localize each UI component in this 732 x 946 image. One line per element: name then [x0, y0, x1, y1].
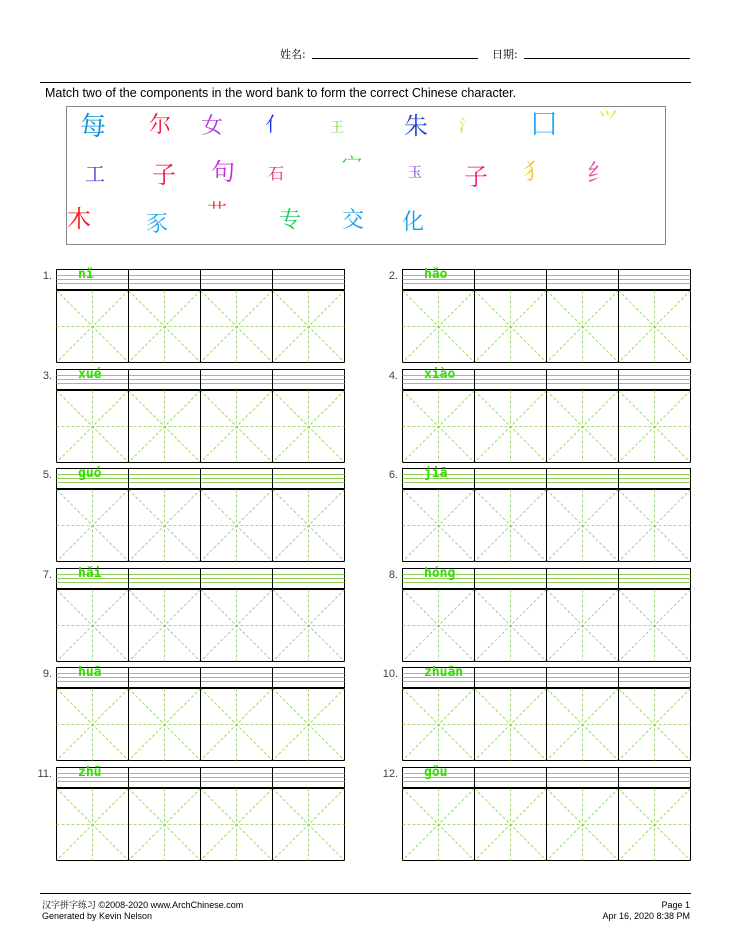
- word-bank-character: 子: [152, 161, 176, 189]
- writing-grid[interactable]: [56, 767, 345, 861]
- word-bank-character: 每: [79, 112, 107, 142]
- word-bank-character: 木: [67, 205, 91, 233]
- word-bank-character: 专: [278, 208, 302, 233]
- exercise-number: 7.: [42, 568, 52, 581]
- footer-page: Page 1: [661, 900, 690, 910]
- pinyin-label: gǒu: [424, 765, 448, 780]
- writing-grid-lines: [402, 366, 691, 463]
- writing-grid-lines: [56, 565, 345, 662]
- word-bank-character: 氵: [458, 116, 476, 135]
- footer-copyright: 汉字拼字练习 ©2008-2020 www.ArchChinese.com: [42, 900, 244, 910]
- word-bank-character: ⺍: [598, 107, 618, 131]
- word-bank: [66, 106, 666, 245]
- pinyin-label: jiā: [424, 466, 448, 482]
- word-bank-character: 女: [200, 114, 224, 139]
- exercise-number: 12.: [382, 768, 398, 780]
- word-bank-character: 句: [211, 158, 235, 186]
- exercise-number: 4.: [388, 369, 398, 382]
- pinyin-label: hóng: [424, 565, 456, 581]
- writing-grid-lines: [56, 366, 345, 463]
- writing-grid-lines: [402, 667, 691, 761]
- date-label: 日期:: [492, 48, 518, 61]
- exercise-number: 3.: [42, 369, 52, 382]
- exercise-number: 8.: [388, 568, 398, 581]
- writing-grid[interactable]: [56, 366, 345, 463]
- header-divider: [40, 82, 691, 83]
- pinyin-label: zhū: [78, 765, 102, 780]
- writing-grid[interactable]: [402, 468, 691, 562]
- writing-grid-lines: [402, 269, 691, 363]
- word-bank-character: 玉: [408, 165, 422, 181]
- writing-grid-lines: [56, 269, 345, 363]
- writing-grid[interactable]: [56, 667, 345, 761]
- writing-grid[interactable]: [402, 366, 691, 463]
- word-bank-character: 亻: [265, 112, 285, 136]
- footer-divider: [40, 893, 691, 894]
- exercise-number: 11.: [37, 768, 52, 780]
- writing-grid[interactable]: [56, 468, 345, 562]
- writing-grid[interactable]: [56, 269, 345, 363]
- word-bank-character: 尔: [148, 113, 172, 138]
- writing-grid[interactable]: [56, 565, 345, 662]
- writing-grid[interactable]: [402, 269, 691, 363]
- footer-right: [602, 900, 690, 922]
- footer-left: [42, 900, 243, 922]
- footer-date: Apr 16, 2020 8:38 PM: [602, 911, 690, 921]
- exercise-number: 5.: [42, 469, 52, 482]
- writing-grid-lines: [402, 468, 691, 562]
- pinyin-label: hǎi: [78, 565, 102, 581]
- writing-grid-lines: [56, 767, 345, 861]
- writing-grid-lines: [56, 667, 345, 761]
- pinyin-label: huā: [78, 665, 102, 681]
- exercise-number: 6.: [388, 469, 398, 482]
- writing-grid-lines: [402, 767, 691, 861]
- writing-grid-lines: [56, 468, 345, 562]
- word-bank-character: 囗: [530, 110, 558, 140]
- word-bank-character: 石: [267, 164, 285, 183]
- pinyin-label: zhuān: [424, 665, 464, 681]
- pinyin-label: xiào: [424, 366, 456, 382]
- word-bank-character: 宀: [342, 152, 362, 176]
- instruction-text: Match two of the components in the word bank to form the correct Chinese character.: [45, 86, 517, 100]
- word-bank-character: 艹: [207, 199, 227, 223]
- word-bank-character: 工: [85, 162, 105, 186]
- word-bank-character: 豕: [145, 212, 169, 237]
- writing-grid[interactable]: [402, 767, 691, 861]
- name-label: 姓名:: [280, 48, 306, 61]
- date-field[interactable]: [524, 58, 690, 59]
- word-bank-character: 交: [341, 208, 365, 233]
- exercise-number: 2.: [388, 270, 398, 282]
- word-bank-character: 王: [330, 120, 344, 136]
- exercise-number: 9.: [42, 668, 52, 681]
- word-bank-character: 化: [401, 210, 425, 235]
- word-bank-character: 纟: [587, 159, 611, 187]
- writing-grid[interactable]: [402, 667, 691, 761]
- pinyin-label: xué: [78, 366, 102, 382]
- exercise-number: 1.: [42, 270, 52, 282]
- writing-grid-lines: [402, 565, 691, 662]
- name-field[interactable]: [312, 58, 478, 59]
- footer-generated-by: Generated by Kevin Nelson: [42, 911, 153, 921]
- word-bank-character: 子: [464, 163, 488, 191]
- exercise-number: 10.: [382, 668, 398, 681]
- word-bank-character: 犭: [522, 160, 546, 185]
- pinyin-label: hǎo: [424, 267, 448, 282]
- word-bank-character: 朱: [404, 112, 428, 140]
- pinyin-label: nǐ: [78, 267, 94, 282]
- pinyin-label: guó: [78, 466, 102, 482]
- writing-grid[interactable]: [402, 565, 691, 662]
